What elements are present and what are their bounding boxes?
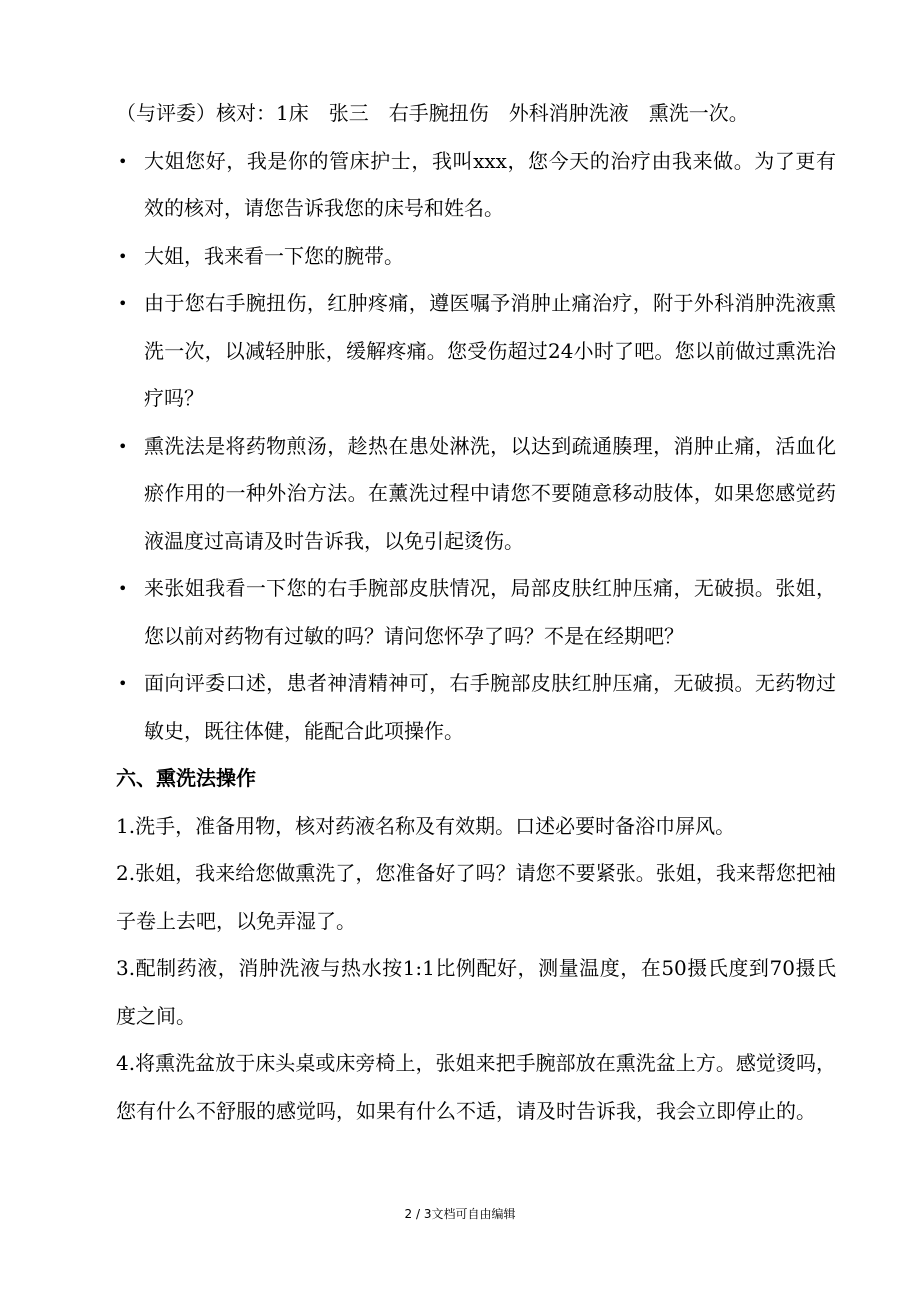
bullet-icon: • — [118, 436, 128, 456]
bullet-icon: • — [118, 246, 128, 266]
step-paragraph: 1.洗手，准备用物，核对药液名称及有效期。口述必要时备浴巾屏风。 — [116, 813, 736, 838]
bullet-icon: • — [118, 151, 128, 171]
bullet-text: 来张姐我看一下您的右手腕部皮肤情况，局部皮肤红肿压痛，无破损。张姐，您以前对药物有过敏的吗？请问您怀孕了吗？不是在经期吧？ — [144, 576, 836, 648]
bullet-item — [116, 660, 836, 755]
bullet-item — [116, 565, 836, 660]
step-paragraph: 2.张姐，我来给您做熏洗了，您准备好了吗？请您不要紧张。张姐，我来帮您把袖子卷上去吧，以免弄湿了。 — [116, 861, 836, 933]
page-footer: 2 / 3文档可自由编辑 — [404, 1207, 516, 1221]
bullet-item — [116, 233, 836, 281]
step-paragraph: 3.配制药液，消肿洗液与热水按1:1比例配好，测量温度，在50摄氏度到70摄氏度之间。 — [116, 956, 836, 1028]
bullet-text: 熏洗法是将药物煎汤，趁热在患处淋洗，以达到疏通腠理，消肿止痛，活血化瘀作用的一种外治方法。在薰洗过程中请您不要随意移动肢体，如果您感觉药液温度过高请及时告诉我，以免引起烫伤。 — [144, 433, 836, 553]
bullet-item — [116, 280, 836, 423]
bullet-text: 由于您右手腕扭伤，红肿疼痛，遵医嘱予消肿止痛治疗，附于外科消肿洗液熏洗一次，以减轻肿胀，缓解疼痛。您受伤超过24小时了吧。您以前做过熏洗治疗吗？ — [144, 291, 836, 410]
section-heading: 六、熏洗法操作 — [116, 766, 256, 790]
verification-line: （与评委）核对：1床 张三 右手腕扭伤 外科消肿洗液 熏洗一次。 — [116, 101, 749, 125]
bullet-icon: • — [118, 674, 128, 693]
document-body — [116, 90, 836, 1135]
bullet-icon: • — [118, 579, 128, 598]
bullet-item — [116, 423, 836, 566]
bullet-text: 大姐您好，我是你的管床护士，我叫xxx，您今天的治疗由我来做。为了更有效的核对，请您告诉我您的床号和姓名。 — [144, 148, 836, 220]
step-paragraph: 4.将熏洗盆放于床头桌或床旁椅上，张姐来把手腕部放在熏洗盆上方。感觉烫吗，您有什么不舒服的感觉吗，如果有什么不适，请及时告诉我，我会立即停止的。 — [116, 1051, 836, 1123]
bullet-icon: • — [118, 294, 128, 313]
bullet-item — [116, 138, 836, 233]
bullet-text: 大姐，我来看一下您的腕带。 — [144, 243, 404, 268]
bullet-text: 面向评委口述，患者神清精神可，右手腕部皮肤红肿压痛，无破损。无药物过敏史，既往体健，能配合此项操作。 — [144, 671, 836, 743]
dialogue-bullet-list — [116, 138, 836, 756]
